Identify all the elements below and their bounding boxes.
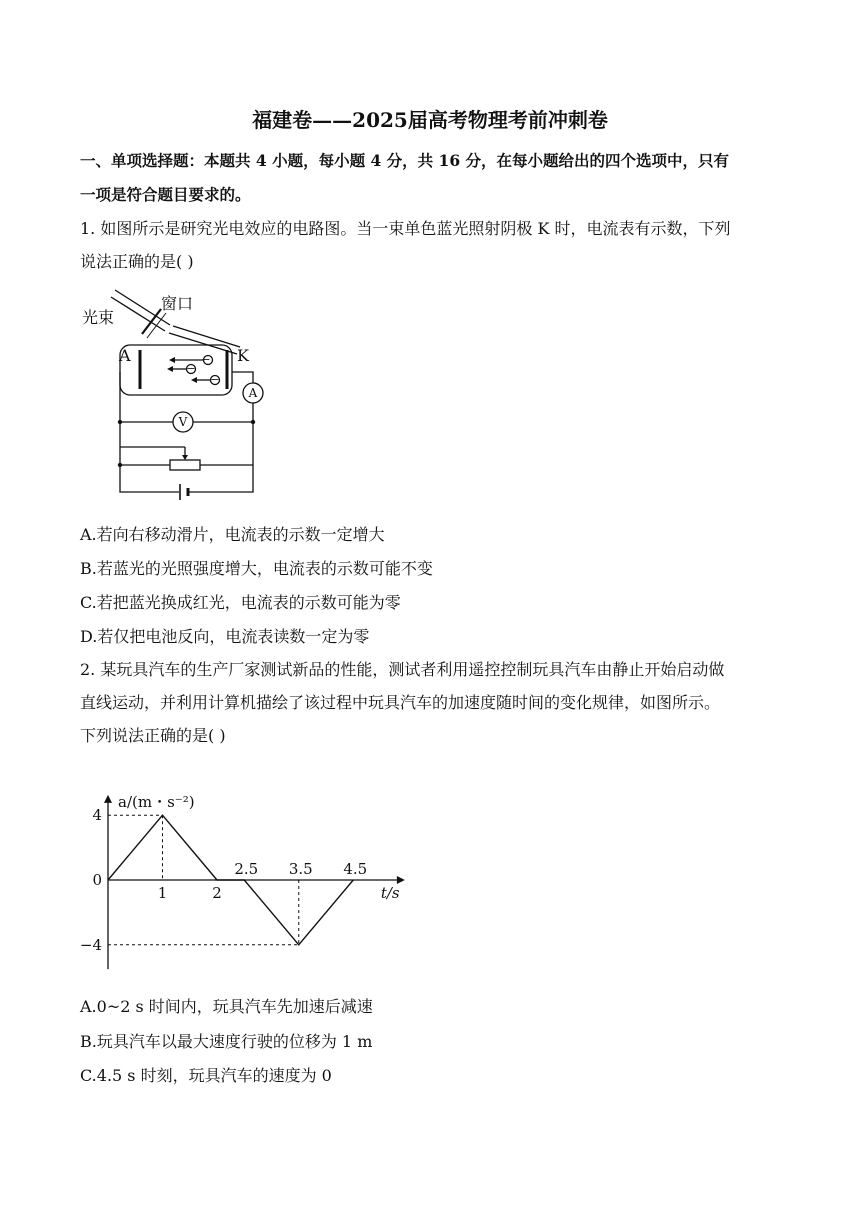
q2-option-a: A.0~2 s 时间内，玩具汽车先加速后减速: [80, 997, 373, 1016]
wire: [189, 465, 253, 492]
wire: [193, 402, 253, 422]
electron-charge-sign: −: [186, 362, 196, 375]
q2-stem-line2: 直线运动，并利用计算机描绘了该过程中玩具汽车的加速度随时间的变化规律，如图所示。: [80, 693, 721, 712]
beam-label: 光束: [82, 308, 115, 327]
q1-option-a: A.若向右移动滑片，电流表的示数一定增大: [80, 525, 385, 544]
y-tick-label: 0: [92, 871, 102, 889]
y-tick-label: 4: [92, 806, 102, 825]
arrowhead: [182, 455, 188, 460]
q2-option-c: C.4.5 s 时刻，玩具汽车的速度为 0: [80, 1066, 332, 1085]
wire: [232, 372, 253, 384]
q1-option-d: D.若仅把电池反向，电流表读数一定为零: [80, 627, 370, 646]
voltmeter-label: V: [178, 415, 188, 429]
electron-charge-sign: −: [210, 373, 220, 386]
junction-dot: [251, 420, 255, 424]
vacuum-tube: [120, 345, 232, 395]
q1-option-b: B.若蓝光的光照强度增大，电流表的示数可能不变: [80, 559, 433, 578]
page-title: 福建卷——2025届高考物理考前冲刺卷: [252, 108, 608, 132]
cathode-label: K: [237, 346, 249, 365]
arrowhead: [167, 366, 173, 372]
anode-label: A: [119, 346, 131, 365]
y-axis-arrow: [104, 795, 112, 803]
wire: [120, 372, 173, 422]
arrowhead: [169, 357, 175, 363]
q1-option-c: C.若把蓝光换成红光，电流表的示数可能为零: [80, 593, 401, 612]
x-axis-label: t/s: [380, 884, 400, 902]
x-tick-label: 4.5: [343, 860, 368, 878]
x-axis-arrow: [397, 876, 405, 884]
q2-stem-line3: 下列说法正确的是( ): [80, 726, 226, 745]
junction-dot: [118, 420, 122, 424]
q1-stem-line2: 说法正确的是( ): [80, 252, 194, 271]
electron-charge-sign: −: [201, 353, 211, 366]
junction-dot: [118, 463, 122, 467]
acceleration-time-chart: [75, 758, 420, 978]
q1-stem-line1: 1. 如图所示是研究光电效应的电路图。当一束单色蓝光照射阴极 K 时，电流表有示数，下列: [80, 219, 731, 238]
section-heading-line1: 一、单项选择题：本题共 4 小题，每小题 4 分，共 16 分，在每小题给出的四个选项中，只有: [80, 151, 730, 170]
y-axis-label: a/(m・s⁻²): [118, 792, 195, 811]
q2-option-b: B.玩具汽车以最大速度行驶的位移为 1 m: [80, 1032, 373, 1051]
y-tick-label: −4: [79, 935, 102, 954]
x-tick-label: 2.5: [234, 860, 259, 878]
x-tick-label: 1: [157, 884, 168, 902]
q2-stem-line1: 2. 某玩具汽车的生产厂家测试新品的性能，测试者利用遥控控制玩具汽车由静止开始启动做: [80, 660, 725, 679]
rheostat: [170, 460, 200, 470]
light-beam-line: [173, 326, 240, 347]
x-tick-label: 2: [212, 884, 222, 902]
arrowhead: [191, 377, 197, 383]
section-heading-line2: 一项是符合题目要求的。: [80, 185, 251, 204]
photoelectric-circuit-figure: [75, 287, 275, 502]
x-tick-label: 3.5: [288, 860, 313, 878]
ammeter-label: A: [248, 386, 258, 400]
window-label: 窗口: [161, 294, 194, 313]
